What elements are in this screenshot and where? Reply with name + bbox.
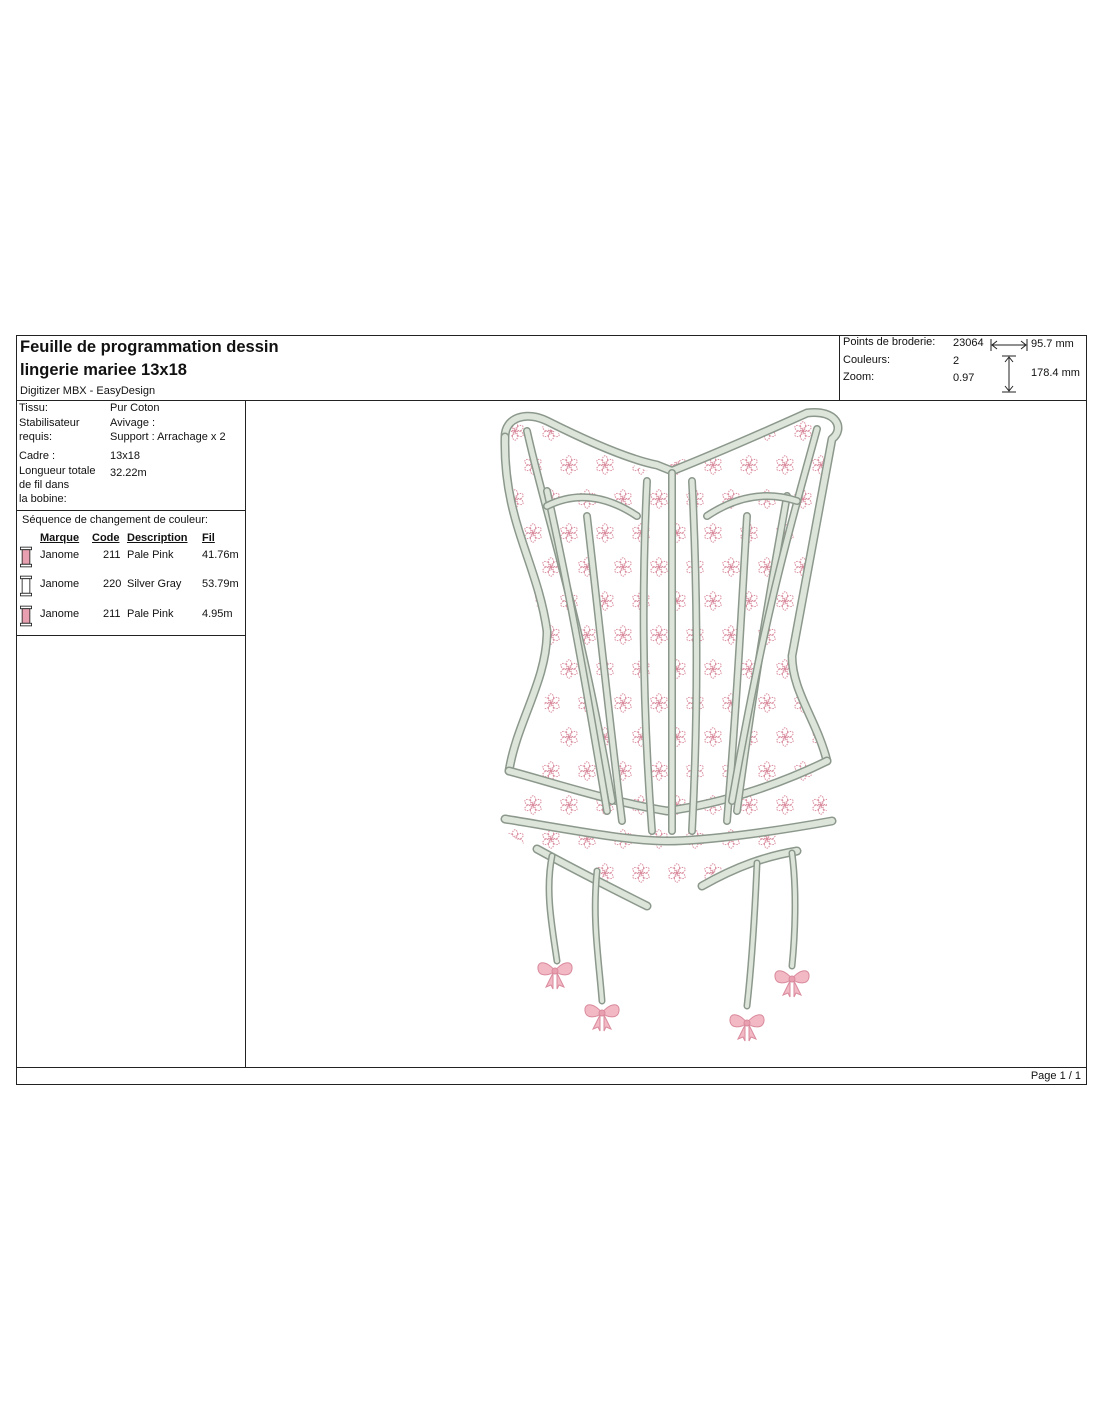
design-height: 178.4 mm xyxy=(1031,367,1080,379)
color-row-description: Silver Gray xyxy=(127,578,182,590)
design-preview xyxy=(247,401,1087,1067)
sheet-header xyxy=(17,336,839,400)
thread-length-label-line-3: la bobine: xyxy=(19,493,67,505)
cadre-label: Cadre : xyxy=(19,450,56,462)
column-header-marque: Marque xyxy=(40,532,80,544)
color-row-marque: Janome xyxy=(40,549,80,561)
colors-value: 2 xyxy=(953,355,960,367)
thread-length-label-line-2: de fil dans xyxy=(19,479,70,491)
garter-bow-icon xyxy=(585,1005,619,1031)
stabilizer-value-line-2: Support : Arrachage x 2 xyxy=(110,431,226,443)
column-header-code: Code xyxy=(92,532,120,544)
dimension-arrows-icon xyxy=(990,336,1030,396)
color-row-marque: Janome xyxy=(40,608,80,620)
color-row-fil: 53.79m xyxy=(202,578,239,590)
color-row-marque: Janome xyxy=(40,578,80,590)
sheet-title-line-1: Feuille de programmation dessin xyxy=(20,338,279,356)
sequence-divider xyxy=(17,635,246,636)
thread-spool-icon xyxy=(20,605,32,627)
color-row-fil: 41.76m xyxy=(202,549,239,561)
column-header-fil: Fil xyxy=(202,532,215,544)
color-row-code: 211 xyxy=(103,549,121,561)
zoom-value: 0.97 xyxy=(953,372,975,384)
color-row-description: Pale Pink xyxy=(127,549,174,561)
cadre-value: 13x18 xyxy=(110,450,140,462)
garter-bow-icon xyxy=(730,1015,764,1041)
software-name: Digitizer MBX - EasyDesign xyxy=(20,385,156,397)
colors-label: Couleurs: xyxy=(843,354,891,366)
thread-spool-icon xyxy=(20,575,32,597)
garter-bow-icon xyxy=(538,963,572,989)
zoom-label: Zoom: xyxy=(843,371,875,383)
color-row-code: 211 xyxy=(103,608,121,620)
color-row-fil: 4.95m xyxy=(202,608,233,620)
stitches-label: Points de broderie: xyxy=(843,336,936,348)
column-header-description: Description xyxy=(127,532,188,544)
tissu-value: Pur Coton xyxy=(110,402,160,414)
stabilizer-label-line-1: Stabilisateur xyxy=(19,417,80,429)
footer-divider xyxy=(17,1067,1086,1068)
color-row-description: Pale Pink xyxy=(127,608,174,620)
tissu-label: Tissu: xyxy=(19,402,48,414)
stabilizer-label-line-2: requis: xyxy=(19,431,53,443)
design-stats xyxy=(839,336,1088,400)
design-width: 95.7 mm xyxy=(1031,338,1074,350)
color-row-code: 220 xyxy=(103,578,122,590)
page-number: Page 1 / 1 xyxy=(1030,1070,1081,1082)
stitches-value: 23064 xyxy=(953,337,984,349)
thread-length-value: 32.22m xyxy=(110,467,147,479)
corset-embroidery-image xyxy=(247,401,1087,1067)
thread-spool-icon xyxy=(20,546,32,568)
thread-length-label-line-1: Longueur totale xyxy=(19,465,96,477)
stabilizer-value-line-1: Avivage : xyxy=(110,417,156,429)
color-sequence-title: Séquence de changement de couleur: xyxy=(22,514,208,526)
sidebar-panel xyxy=(17,401,246,1067)
info-divider xyxy=(17,510,246,511)
programming-sheet xyxy=(16,335,1087,1085)
garter-bow-icon xyxy=(775,971,809,997)
sheet-title-line-2: lingerie mariee 13x18 xyxy=(20,361,187,379)
